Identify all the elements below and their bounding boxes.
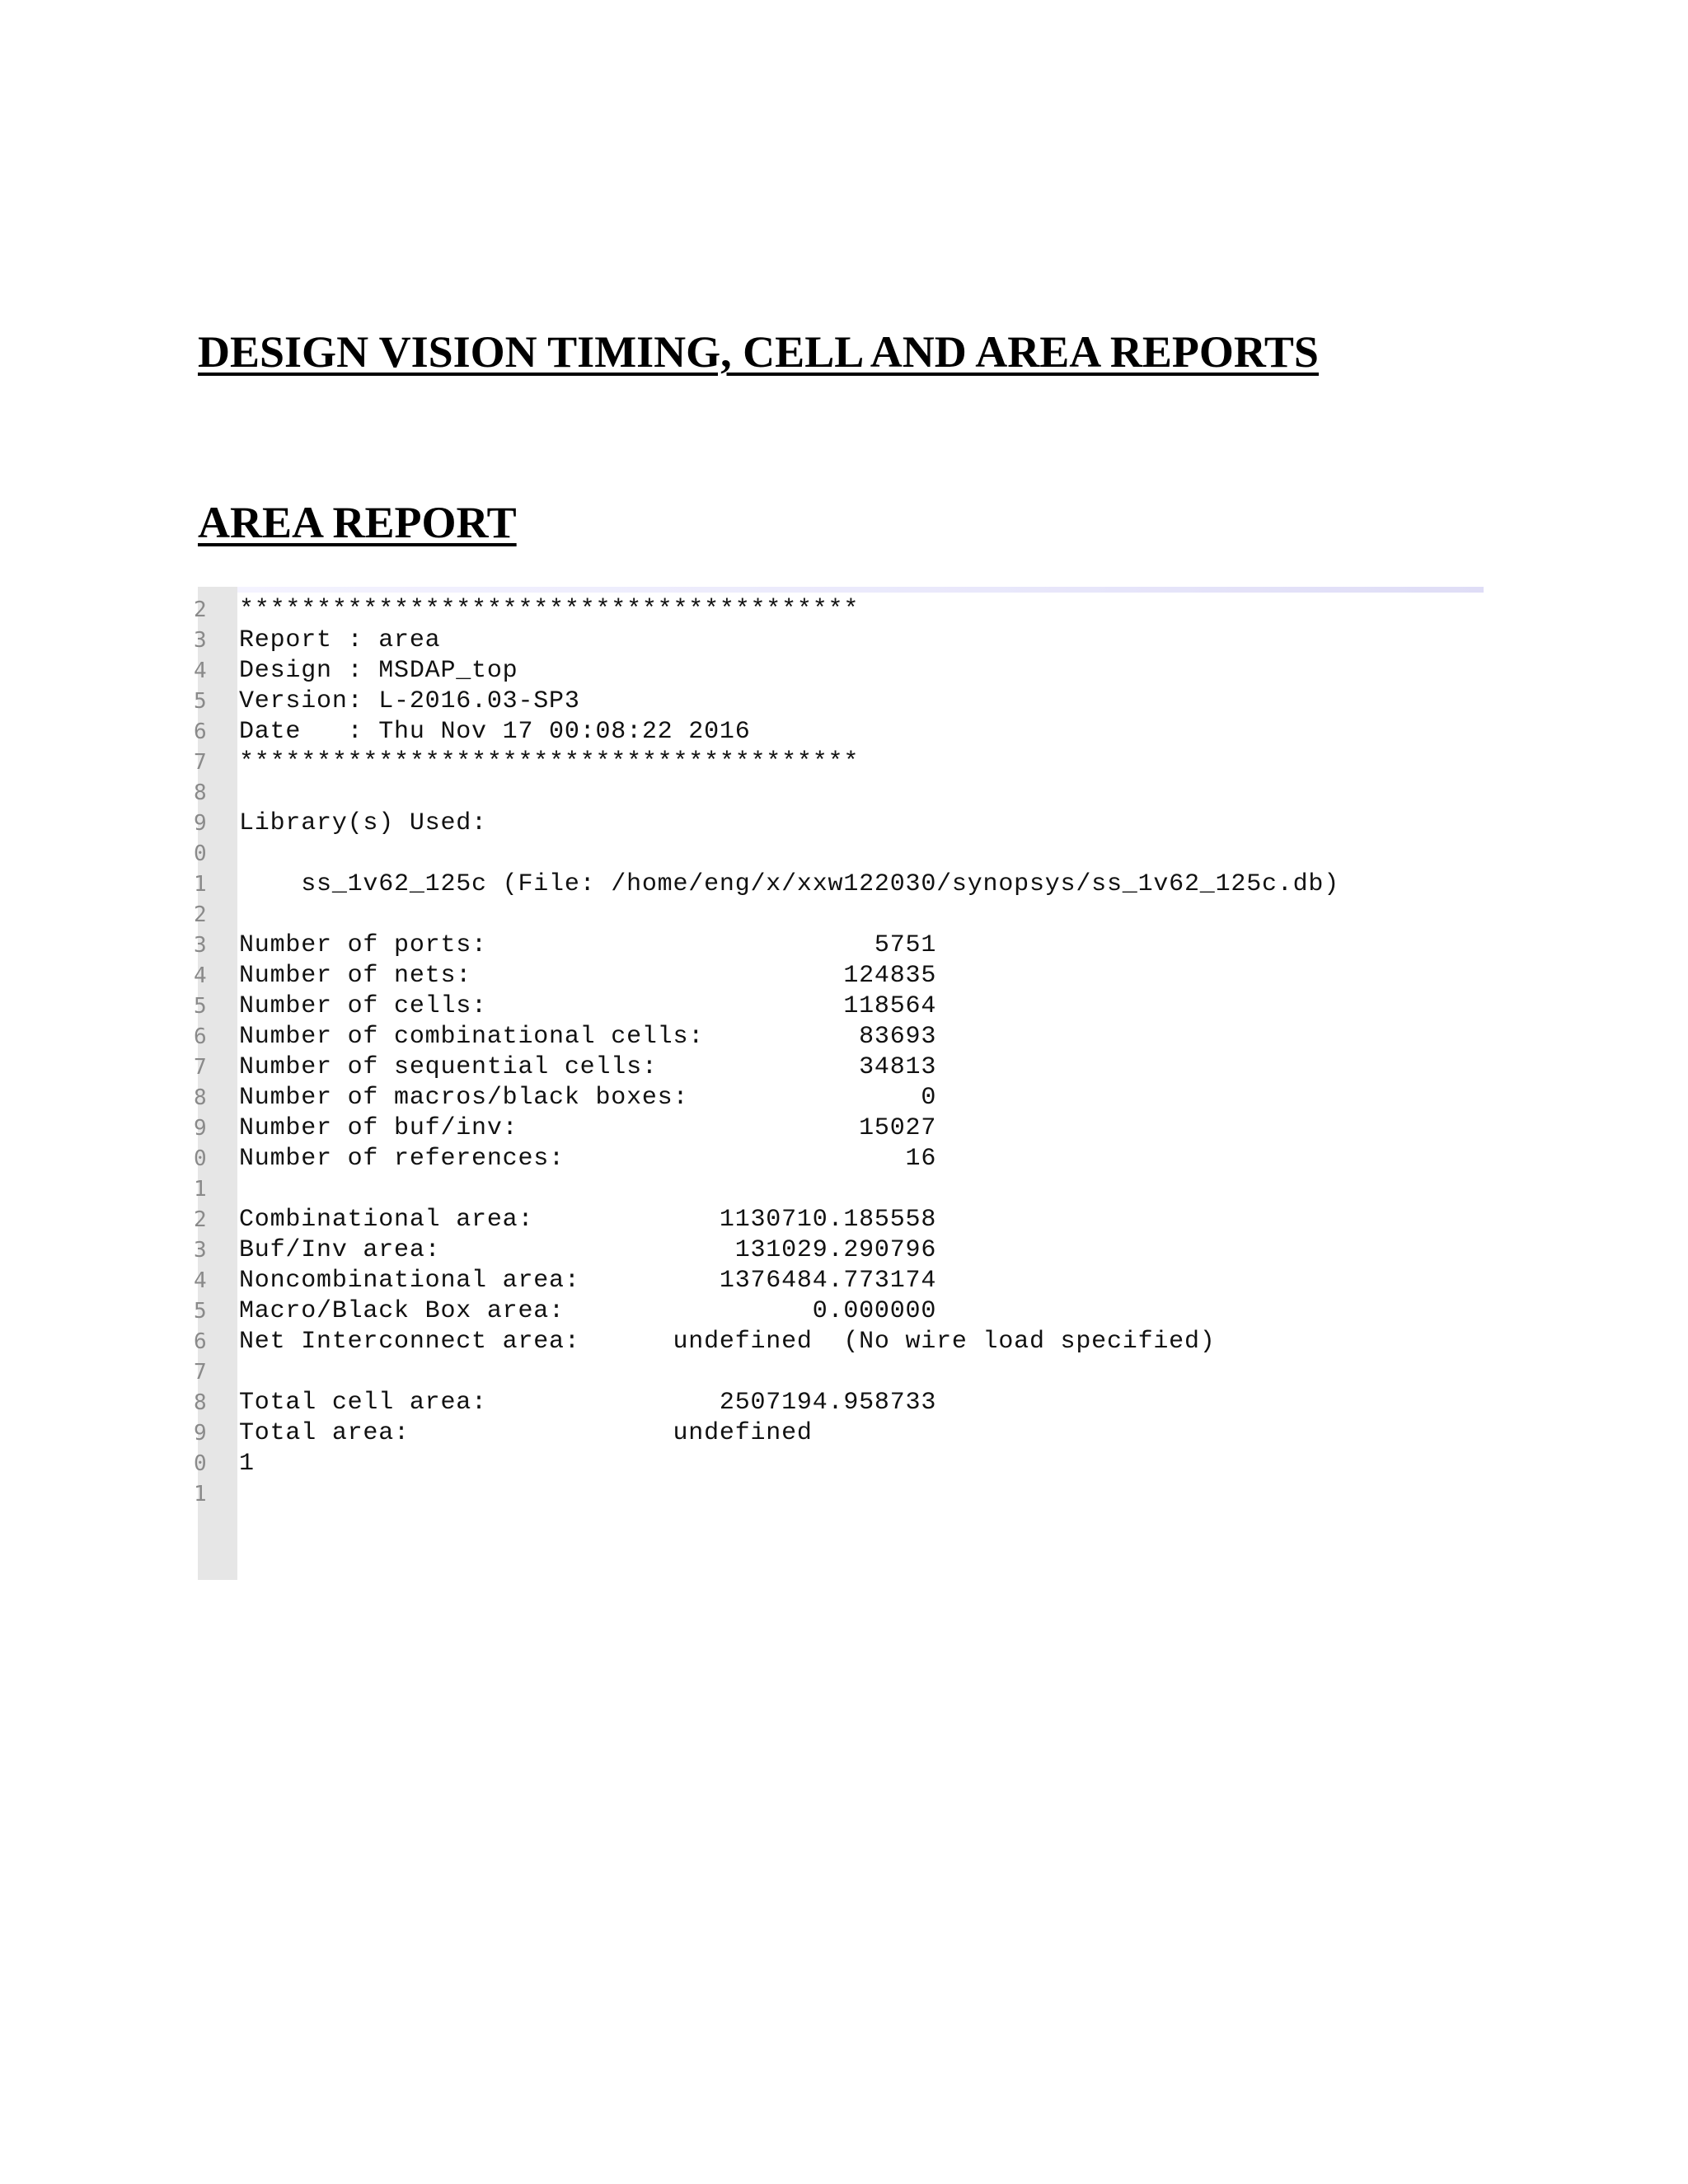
report-line-blank — [239, 1357, 1475, 1388]
gutter-line-number: 4 — [194, 1268, 207, 1293]
report-line-macros: Number of macros/black boxes: 0 — [239, 1084, 937, 1112]
report-line-nets: Number of nets: 124835 — [239, 962, 937, 990]
gutter-line-number: 6 — [194, 1024, 207, 1049]
report-line-libraries-heading: Library(s) Used: — [239, 809, 487, 837]
editor-top-border — [237, 587, 1484, 593]
report-line-separator: **************************************** — [239, 596, 860, 624]
gutter-line-number: 6 — [194, 1329, 207, 1354]
report-line-combinational-area: Combinational area: 1130710.185558 — [239, 1206, 937, 1234]
report-line-buf-inv-area: Buf/Inv area: 131029.290796 — [239, 1236, 937, 1264]
report-line-blank — [239, 1174, 1475, 1205]
report-line-blank — [239, 839, 1475, 869]
gutter-line-number: 8 — [194, 1390, 207, 1415]
report-text — [239, 595, 1475, 1510]
gutter-line-number: 3 — [194, 933, 207, 958]
gutter-line-number: 2 — [194, 598, 207, 622]
gutter-line-number: 5 — [194, 994, 207, 1019]
gutter-line-number: 2 — [194, 902, 207, 927]
report-line-references: Number of references: 16 — [239, 1145, 937, 1173]
gutter-line-number: 8 — [194, 1085, 207, 1110]
gutter-line-number: 1 — [194, 1482, 207, 1507]
gutter-line-number: 7 — [194, 1360, 207, 1385]
gutter-line-number: 0 — [194, 1146, 207, 1171]
gutter-line-number: 0 — [194, 1451, 207, 1476]
gutter-line-number: 7 — [194, 1055, 207, 1080]
section-title-area-report: AREA REPORT — [198, 498, 517, 547]
report-line-library-file: ss_1v62_125c (File: /home/eng/x/xxw122030/synopsys/ss_1v62_125c.db) — [239, 870, 1340, 898]
gutter-line-number: 4 — [194, 963, 207, 988]
gutter-line-number: 6 — [194, 719, 207, 744]
gutter-line-number: 0 — [194, 841, 207, 866]
report-line-separator: **************************************** — [239, 748, 860, 776]
report-line-blank — [239, 1479, 1475, 1510]
gutter-line-number: 5 — [194, 1299, 207, 1324]
report-line-report: Report : area — [239, 626, 441, 654]
gutter-line-number: 3 — [194, 628, 207, 653]
line-number-gutter — [194, 587, 237, 1580]
report-line-ports: Number of ports: 5751 — [239, 931, 937, 959]
report-line-date: Date : Thu Nov 17 00:08:22 2016 — [239, 718, 751, 746]
gutter-line-number: 9 — [194, 1421, 207, 1446]
report-line-combinational-cells: Number of combinational cells: 83693 — [239, 1023, 937, 1051]
gutter-line-number: 9 — [194, 811, 207, 836]
gutter-line-number: 2 — [194, 1207, 207, 1232]
document-title: DESIGN VISION TIMING, CELL AND AREA REPORTS — [198, 327, 1319, 377]
gutter-line-number: 3 — [194, 1238, 207, 1263]
report-line-net-interconnect-area: Net Interconnect area: undefined (No wire load specified) — [239, 1328, 1216, 1356]
gutter-line-number: 9 — [194, 1116, 207, 1141]
report-line-design: Design : MSDAP_top — [239, 657, 518, 685]
report-line-cells: Number of cells: 118564 — [239, 992, 937, 1020]
report-line-return-value: 1 — [239, 1450, 255, 1478]
report-line-total-cell-area: Total cell area: 2507194.958733 — [239, 1389, 937, 1417]
gutter-line-number: 1 — [194, 1177, 207, 1202]
gutter-line-number: 1 — [194, 872, 207, 897]
report-line-noncombinational-area: Noncombinational area: 1376484.773174 — [239, 1267, 937, 1295]
gutter-line-number: 7 — [194, 750, 207, 775]
report-line-total-area: Total area: undefined — [239, 1419, 813, 1447]
report-line-blank — [239, 778, 1475, 808]
report-line-blank — [239, 900, 1475, 930]
report-line-version: Version: L-2016.03-SP3 — [239, 687, 580, 715]
gutter-line-number: 8 — [194, 780, 207, 805]
report-line-buf-inv: Number of buf/inv: 15027 — [239, 1114, 937, 1142]
report-line-macro-area: Macro/Black Box area: 0.000000 — [239, 1297, 937, 1325]
area-report-screenshot — [194, 587, 1484, 1580]
gutter-line-number: 5 — [194, 689, 207, 714]
report-line-sequential-cells: Number of sequential cells: 34813 — [239, 1053, 937, 1081]
gutter-line-number: 4 — [194, 658, 207, 683]
